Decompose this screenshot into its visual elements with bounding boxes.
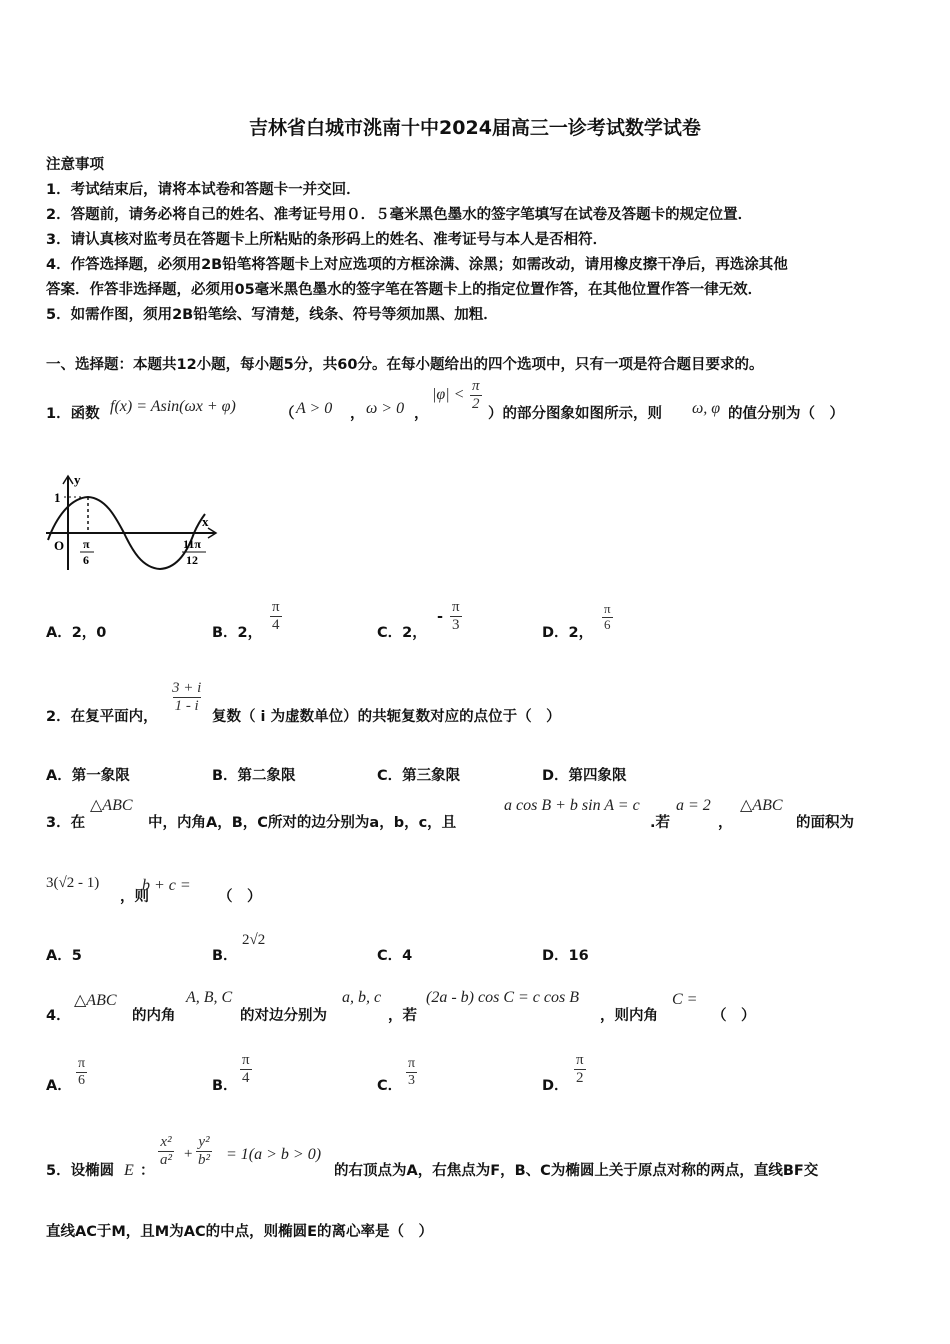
q1-pi-over-2 [470, 378, 482, 414]
q1-sine-graph [40, 470, 230, 575]
q1-cond-a: A > 0 [296, 400, 333, 417]
q3-comma: ， [718, 815, 733, 831]
q3-triangle-2: △ABC [740, 797, 783, 814]
fraction-numerator: x² [160, 1134, 172, 1150]
q4-option-b-frac [240, 1052, 252, 1088]
q4-text-1: 的内角 [132, 1008, 176, 1024]
q1-function: f(x) = Asin(ωx + φ) [110, 398, 236, 415]
notice-item: 5．如需作图，须用2B铅笔绘、写清楚，线条、符号等须加黑、加粗． [46, 307, 498, 323]
fraction-denominator: 6 [78, 1073, 86, 1089]
pi6-numerator: π [83, 537, 90, 551]
q3-triangle: △ABC [90, 797, 133, 814]
q1-option-a[interactable]: A．2，0 [46, 625, 107, 641]
q4-text-4: ，则内角 [600, 1008, 658, 1024]
fraction-denominator: 6 [604, 616, 611, 632]
fraction-numerator: π [604, 601, 611, 616]
q4-text-3: ，若 [388, 1008, 417, 1024]
q1-end: 的值分别为（ ） [728, 406, 844, 422]
q5-plus: + [184, 1146, 193, 1162]
q1-cond-omega: ω > 0 [366, 400, 405, 417]
notice-item: 1．考试结束后，请将本试卷和答题卡一并交回． [46, 182, 361, 198]
q4-triangle: △ABC [74, 992, 117, 1009]
q2-prefix: 2．在复平面内， [46, 709, 158, 725]
fraction-denominator: 3 [452, 617, 460, 634]
q5-text: 的右顶点为A，右焦点为F，B、C为椭圆上关于原点对称的两点，直线BF交 [334, 1163, 819, 1179]
q3-option-a[interactable]: A．5 [46, 948, 82, 964]
section-heading: 一、选择题：本题共12小题，每小题5分，共60分。在每小题给出的四个选项中，只有一项是符合题目要求的。 [46, 357, 764, 373]
q3-prefix: 3．在 [46, 815, 86, 831]
q5-ellipse-name: E [124, 1162, 134, 1179]
q3-text: 中，内角A，B，C所对的边分别为a，b，c，且 [148, 815, 457, 831]
q2-option-b[interactable]: B．第二象限 [212, 768, 296, 784]
fraction-numerator: 3 + i [172, 680, 202, 696]
q4-angles: A, B, C [186, 989, 233, 1006]
fraction-numerator: π [408, 1056, 416, 1071]
q3-option-d[interactable]: D．16 [542, 948, 589, 964]
q1-mid: ）的部分图象如图所示，则 [488, 406, 662, 422]
fraction-numerator: π [78, 1056, 86, 1071]
q2-option-c[interactable]: C．第三象限 [377, 768, 461, 784]
q4-text-2: 的对边分别为 [240, 1008, 327, 1024]
q1-option-c-frac [450, 599, 462, 635]
q1-option-b-frac [270, 599, 282, 635]
q4-equation: (2a - b) cos C = c cos B [426, 989, 579, 1006]
q3-option-b[interactable]: B． [212, 948, 238, 964]
q4-option-c[interactable]: C． [377, 1078, 403, 1094]
q3-option-b-value: 2√2 [242, 932, 266, 948]
q3-area-text: 的面积为 [796, 815, 854, 831]
q4-option-a[interactable]: A． [46, 1078, 72, 1094]
q1-option-c-sign: - [437, 609, 444, 625]
q5-rhs: = 1(a > b > 0) [226, 1146, 322, 1163]
x11-denominator: 12 [186, 553, 198, 567]
fraction-numerator: π [472, 378, 480, 394]
q2-option-d[interactable]: D．第四象限 [542, 768, 627, 784]
fraction-numerator: π [452, 599, 460, 615]
origin-label: O [54, 538, 65, 553]
q5-colon: ： [140, 1163, 155, 1179]
fraction-numerator: π [272, 599, 280, 615]
q5-prefix: 5．设椭圆 [46, 1163, 115, 1179]
q3-ruo: .若 [650, 815, 671, 831]
q2-fraction [170, 680, 203, 716]
page-title: 吉林省白城市洮南十中2024届高三一诊考试数学试卷 [249, 117, 701, 139]
q1-option-d[interactable]: D．2， [542, 625, 594, 641]
x-axis-label: x [202, 514, 209, 529]
q1-sep: ， [350, 406, 365, 422]
fraction-numerator: π [576, 1052, 584, 1068]
fraction-numerator: y² [198, 1134, 210, 1150]
q4-option-c-frac [406, 1056, 417, 1089]
pi6-denominator: 6 [83, 553, 89, 567]
fraction-denominator: 2 [472, 396, 480, 413]
y-axis-label: y [74, 472, 81, 487]
q4-option-d[interactable]: D． [542, 1078, 569, 1094]
fraction-denominator: a² [160, 1152, 172, 1169]
q3-paren: （ ） [218, 889, 262, 905]
notice-heading: 注意事项 [46, 157, 104, 173]
q2-text: 复数（ i 为虚数单位）的共轭复数对应的点位于（ ） [212, 709, 561, 725]
q2-option-a[interactable]: A．第一象限 [46, 768, 130, 784]
q4-c-equals: C = [672, 991, 698, 1008]
q1-sep: ， [414, 406, 429, 422]
fraction-denominator: 3 [408, 1073, 416, 1089]
notice-item: 答案．作答非选择题，必须用05毫米黑色墨水的签字笔在答题卡上的指定位置作答，在其他位置作答一律无效． [46, 282, 763, 298]
q1-vars: ω, φ [692, 400, 721, 417]
q5-text-line-2: 直线AC于M，且M为AC的中点，则椭圆E的离心率是（ ） [46, 1224, 433, 1240]
q4-option-d-frac [574, 1052, 586, 1088]
notice-item: 2．答题前，请务必将自己的姓名、准考证号用０．５毫米黑色墨水的签字笔填写在试卷及答题卡的规定位置． [46, 207, 753, 223]
q4-sides: a, b, c [342, 989, 382, 1006]
q4-paren: （ ） [712, 1008, 756, 1024]
q5-y-fraction [196, 1134, 212, 1170]
notice-item: 3．请认真核对监考员在答题卡上所粘贴的条形码上的姓名、准考证号与本人是否相符． [46, 232, 608, 248]
q4-option-b[interactable]: B． [212, 1078, 238, 1094]
q3-then: ，则 [120, 889, 149, 905]
fraction-numerator: π [242, 1052, 250, 1068]
notice-item: 4．作答选择题，必须用2B铅笔将答题卡上对应选项的方框涂满、涂黑；如需改动，请用橡皮擦干净后，再选涂其他 [46, 257, 788, 273]
q1-paren: （ [280, 406, 295, 422]
q1-option-c[interactable]: C．2， [377, 625, 427, 641]
fraction-denominator: b² [198, 1152, 210, 1169]
fraction-denominator: 2 [576, 1070, 584, 1087]
fraction-denominator: 1 - i [174, 698, 199, 715]
q4-option-a-frac [76, 1056, 87, 1089]
q1-option-b[interactable]: B．2， [212, 625, 263, 641]
fraction-denominator: 4 [242, 1070, 250, 1087]
q1-option-d-frac [602, 602, 613, 633]
q1-prefix: 1．函数 [46, 406, 100, 422]
q5-x-fraction [158, 1134, 174, 1170]
fraction-denominator: 4 [272, 617, 280, 634]
q3-equation: a cos B + b sin A = c [504, 797, 640, 814]
q3-option-c[interactable]: C．4 [377, 948, 413, 964]
q1-cond-phi: |φ| < [432, 386, 465, 403]
q3-a-equals: a = 2 [676, 797, 711, 814]
q4-prefix: 4． [46, 1008, 71, 1024]
q3-b-plus-c: b + c = [142, 877, 191, 894]
x11-numerator: 11π [183, 537, 201, 551]
y-one-label: 1 [54, 490, 61, 505]
q3-area-value: 3(√2 - 1) [46, 875, 100, 891]
